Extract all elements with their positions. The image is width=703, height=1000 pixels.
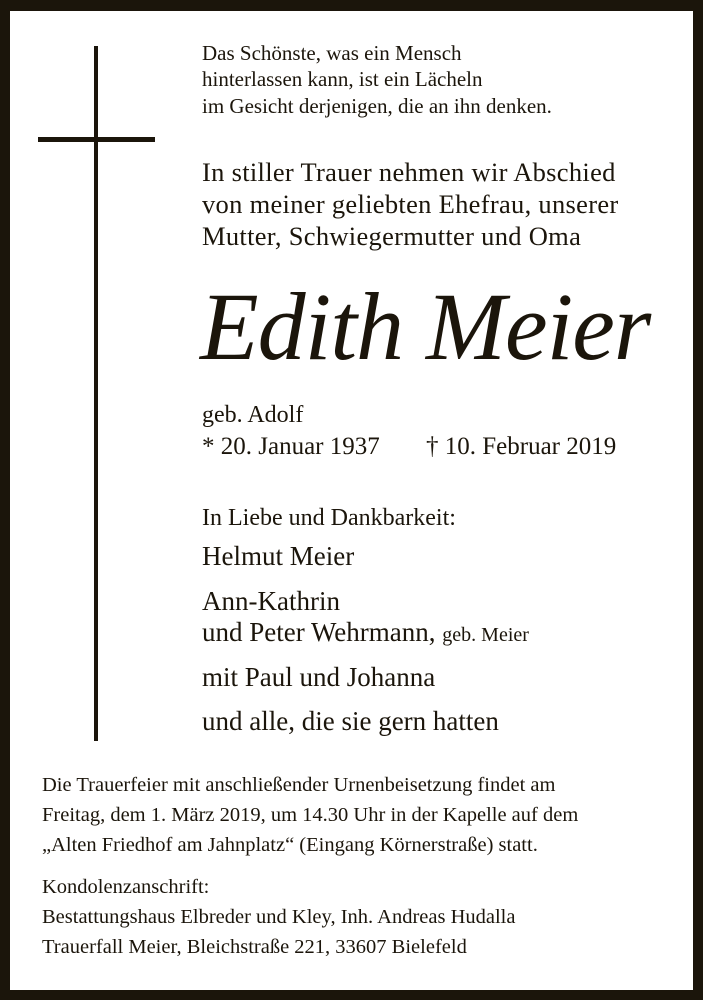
condolence-line: Bestattungshaus Elbreder und Kley, Inh. Andreas Hudalla — [42, 906, 516, 928]
birth-date: * 20. Januar 1937 — [202, 433, 380, 460]
mourner-line: mit Paul und Johanna — [202, 662, 436, 692]
death-date: † 10. Februar 2019 — [426, 433, 617, 460]
ceremony-line: „Alten Friedhof am Jahnplatz“ (Eingang Körnerstraße) statt. — [42, 834, 538, 856]
cross-icon-bar — [38, 137, 155, 142]
obituary-card — [10, 11, 693, 990]
mourner-line: Ann-Kathrin — [202, 586, 340, 616]
mourner-line: Helmut Meier — [202, 541, 355, 571]
quote-line: Das Schönste, was ein Mensch — [202, 41, 462, 65]
ceremony-line: Die Trauerfeier mit anschließender Urnenbeisetzung findet am — [42, 774, 556, 796]
condolence-line: Trauerfall Meier, Bleichstraße 221, 33607 Bielefeld — [42, 936, 467, 958]
ceremony-line: Freitag, dem 1. März 2019, um 14.30 Uhr in der Kapelle auf dem — [42, 804, 579, 826]
mourner-line: und alle, die sie gern hatten — [202, 706, 499, 736]
mourner-name: und Peter Wehrmann, — [202, 617, 436, 647]
deceased-name: Edith Meier — [200, 273, 651, 380]
intro-line: In stiller Trauer nehmen wir Abschied — [202, 157, 616, 187]
intro-line: Mutter, Schwiegermutter und Oma — [202, 221, 582, 251]
cross-icon — [94, 46, 98, 741]
condolence-label: Kondolenzanschrift: — [42, 876, 210, 898]
quote-line: im Gesicht derjenigen, die an ihn denken. — [202, 94, 552, 118]
maiden-name: geb. Adolf — [202, 402, 304, 428]
intro-line: von meiner geliebten Ehefrau, unserer — [202, 189, 619, 219]
mourner-maiden-name: geb. Meier — [442, 624, 529, 646]
quote-line: hinterlassen kann, ist ein Lächeln — [202, 67, 483, 91]
mourners-intro: In Liebe und Dankbarkeit: — [202, 505, 456, 531]
mourner-line — [202, 619, 529, 646]
